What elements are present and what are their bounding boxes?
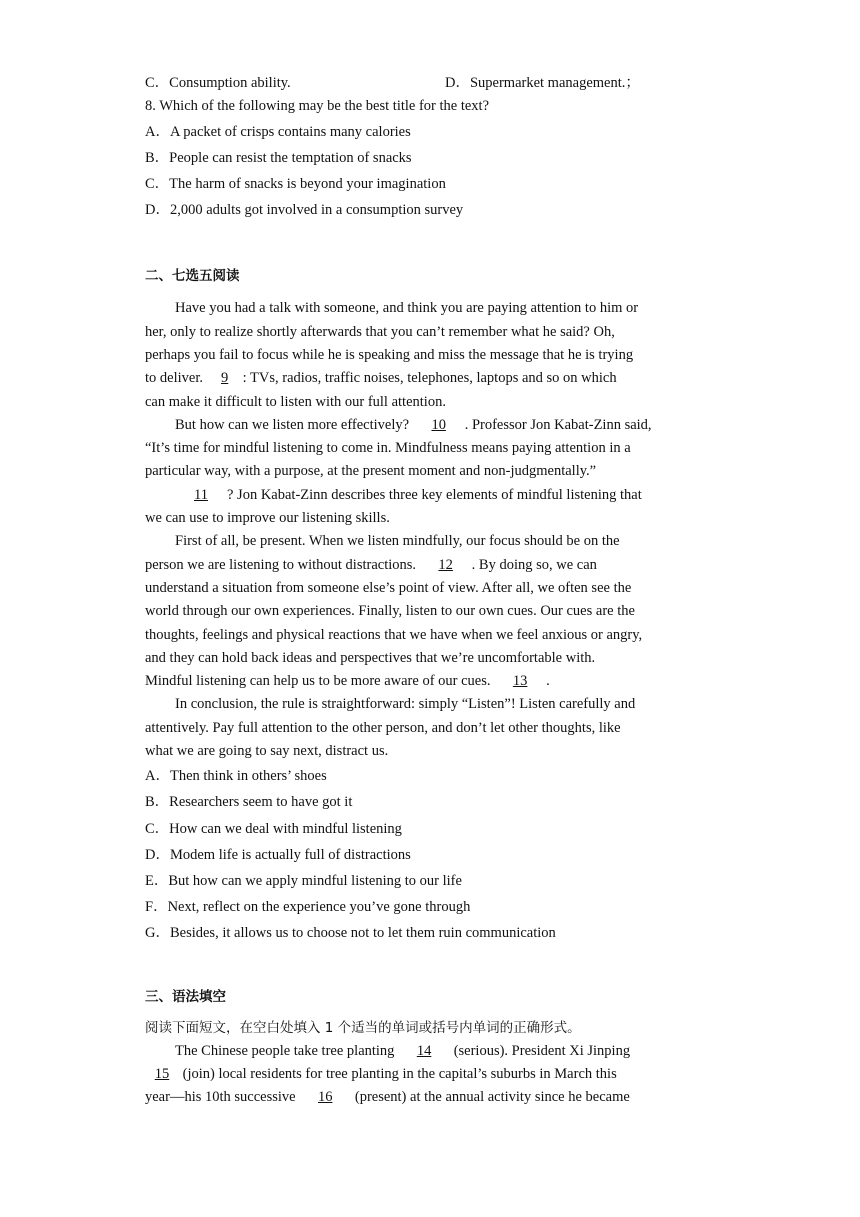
text-line: and they can hold back ideas and perspectives that we’re uncomfortable with. bbox=[145, 649, 596, 666]
blank-13[interactable]: 13 bbox=[512, 673, 528, 690]
blank-11[interactable]: 11 bbox=[194, 486, 208, 503]
blank-10[interactable]: 10 bbox=[431, 416, 446, 433]
text-line: particular way, with a purpose, at the present moment and non-judgmentally.” bbox=[145, 463, 597, 480]
text-segment: (present) at the annual activity since he became bbox=[351, 1089, 630, 1106]
text-segment: : TVs, radios, traffic noises, telephones, laptops and so on which bbox=[242, 370, 617, 387]
text-line bbox=[145, 484, 735, 507]
text-segment: . Professor Jon Kabat-Zinn said, bbox=[464, 416, 652, 433]
text-line: thoughts, feelings and physical reactions that we have when we feel anxious or angry, bbox=[145, 626, 643, 643]
grammar-passage bbox=[145, 1040, 735, 1110]
choice-option-a: A．Then think in others’ shoes bbox=[145, 768, 327, 785]
text-line: “It’s time for mindful listening to come in. Mindfulness means paying attention in a bbox=[145, 440, 631, 457]
text-segment: . By doing so, we can bbox=[471, 556, 597, 573]
section2-heading: 二、七选五阅读 bbox=[145, 268, 240, 285]
text-line: world through our own experiences. Finally, listen to our own cues. Our cues are the bbox=[145, 603, 635, 620]
section3-instruction: 阅读下面短文，在空白处填入 1 个适当的单词或括号内单词的正确形式。 bbox=[145, 1019, 581, 1036]
passage-paragraph-3 bbox=[145, 484, 735, 531]
text-line: understand a situation from someone else’s point of view. After all, we often see the bbox=[145, 579, 632, 596]
blank-14[interactable]: 14 bbox=[416, 1042, 432, 1059]
text-segment: The Chinese people take tree planting bbox=[175, 1042, 399, 1059]
choice-option-e: E．But how can we apply mindful listening to our life bbox=[145, 873, 462, 890]
text-segment: to deliver. bbox=[145, 370, 207, 387]
q8-option-c: C．The harm of snacks is beyond your imagination bbox=[145, 175, 446, 192]
passage-paragraph-1 bbox=[145, 297, 735, 413]
seven-choice-options bbox=[145, 763, 735, 946]
q8-question: 8. Which of the following may be the best title for the text? bbox=[145, 98, 490, 115]
text-segment: Mindful listening can help us to be more aware of our cues. bbox=[145, 673, 495, 690]
text-line: Have you had a talk with someone, and think you are paying attention to him or bbox=[175, 300, 639, 317]
q7-option-d: D．Supermarket management.； bbox=[445, 75, 640, 91]
text-line: perhaps you fail to focus while he is speaking and miss the message that he is trying bbox=[145, 346, 634, 363]
text-line bbox=[145, 554, 735, 577]
text-line bbox=[145, 414, 735, 437]
blank-15[interactable]: 15 bbox=[154, 1066, 170, 1083]
text-line bbox=[145, 1086, 735, 1109]
text-line: what we are going to say next, distract us. bbox=[145, 742, 389, 759]
choice-option-f: F．Next, reflect on the experience you’ve gone through bbox=[145, 899, 471, 916]
passage-paragraph-2 bbox=[145, 414, 735, 484]
q7-option-c: C．Consumption ability. bbox=[145, 75, 291, 91]
text-line: can make it difficult to listen with our full attention. bbox=[145, 393, 446, 410]
text-segment: But how can we listen more effectively? bbox=[175, 416, 413, 433]
text-line bbox=[145, 670, 735, 693]
q7-options-row bbox=[145, 72, 735, 95]
q8-option-a: A．A packet of crisps contains many calories bbox=[145, 123, 411, 140]
q8-option-d: D．2,000 adults got involved in a consumption survey bbox=[145, 202, 464, 219]
text-line bbox=[145, 1063, 735, 1086]
text-line: her, only to realize shortly afterwards that you can’t remember what he said? Oh, bbox=[145, 323, 615, 340]
choice-option-d: D．Modem life is actually full of distractions bbox=[145, 846, 411, 863]
passage-paragraph-4 bbox=[145, 530, 735, 693]
passage-paragraph-5 bbox=[145, 693, 735, 763]
q8-option-b: B．People can resist the temptation of snacks bbox=[145, 149, 412, 166]
text-segment: person we are listening to without distractions. bbox=[145, 556, 420, 573]
text-line: In conclusion, the rule is straightforward: simply “Listen”! Listen carefully and bbox=[175, 696, 636, 713]
text-segment: year—his 10th successive bbox=[145, 1089, 300, 1106]
choice-option-c: C．How can we deal with mindful listening bbox=[145, 820, 402, 837]
blank-16[interactable]: 16 bbox=[317, 1089, 333, 1106]
text-segment: ? Jon Kabat-Zinn describes three key elements of mindful listening that bbox=[227, 486, 642, 503]
text-segment: . bbox=[546, 673, 550, 690]
text-segment: (join) local residents for tree planting in the capital’s suburbs in March this bbox=[179, 1066, 617, 1083]
text-line bbox=[145, 1040, 735, 1063]
text-line bbox=[145, 367, 735, 390]
choice-option-b: B．Researchers seem to have got it bbox=[145, 794, 353, 811]
choice-option-g: G．Besides, it allows us to choose not to let them ruin communication bbox=[145, 925, 556, 942]
text-line: First of all, be present. When we listen mindfully, our focus should be on the bbox=[175, 533, 620, 550]
blank-9[interactable]: 9 bbox=[221, 370, 229, 387]
document-page bbox=[145, 72, 735, 1110]
blank-12[interactable]: 12 bbox=[438, 556, 453, 573]
text-segment: (serious). President Xi Jinping bbox=[450, 1042, 631, 1059]
section3-heading: 三、语法填空 bbox=[145, 988, 226, 1005]
text-line: attentively. Pay full attention to the other person, and don’t let other thoughts, like bbox=[145, 719, 621, 736]
text-line: we can use to improve our listening skills. bbox=[145, 510, 390, 527]
